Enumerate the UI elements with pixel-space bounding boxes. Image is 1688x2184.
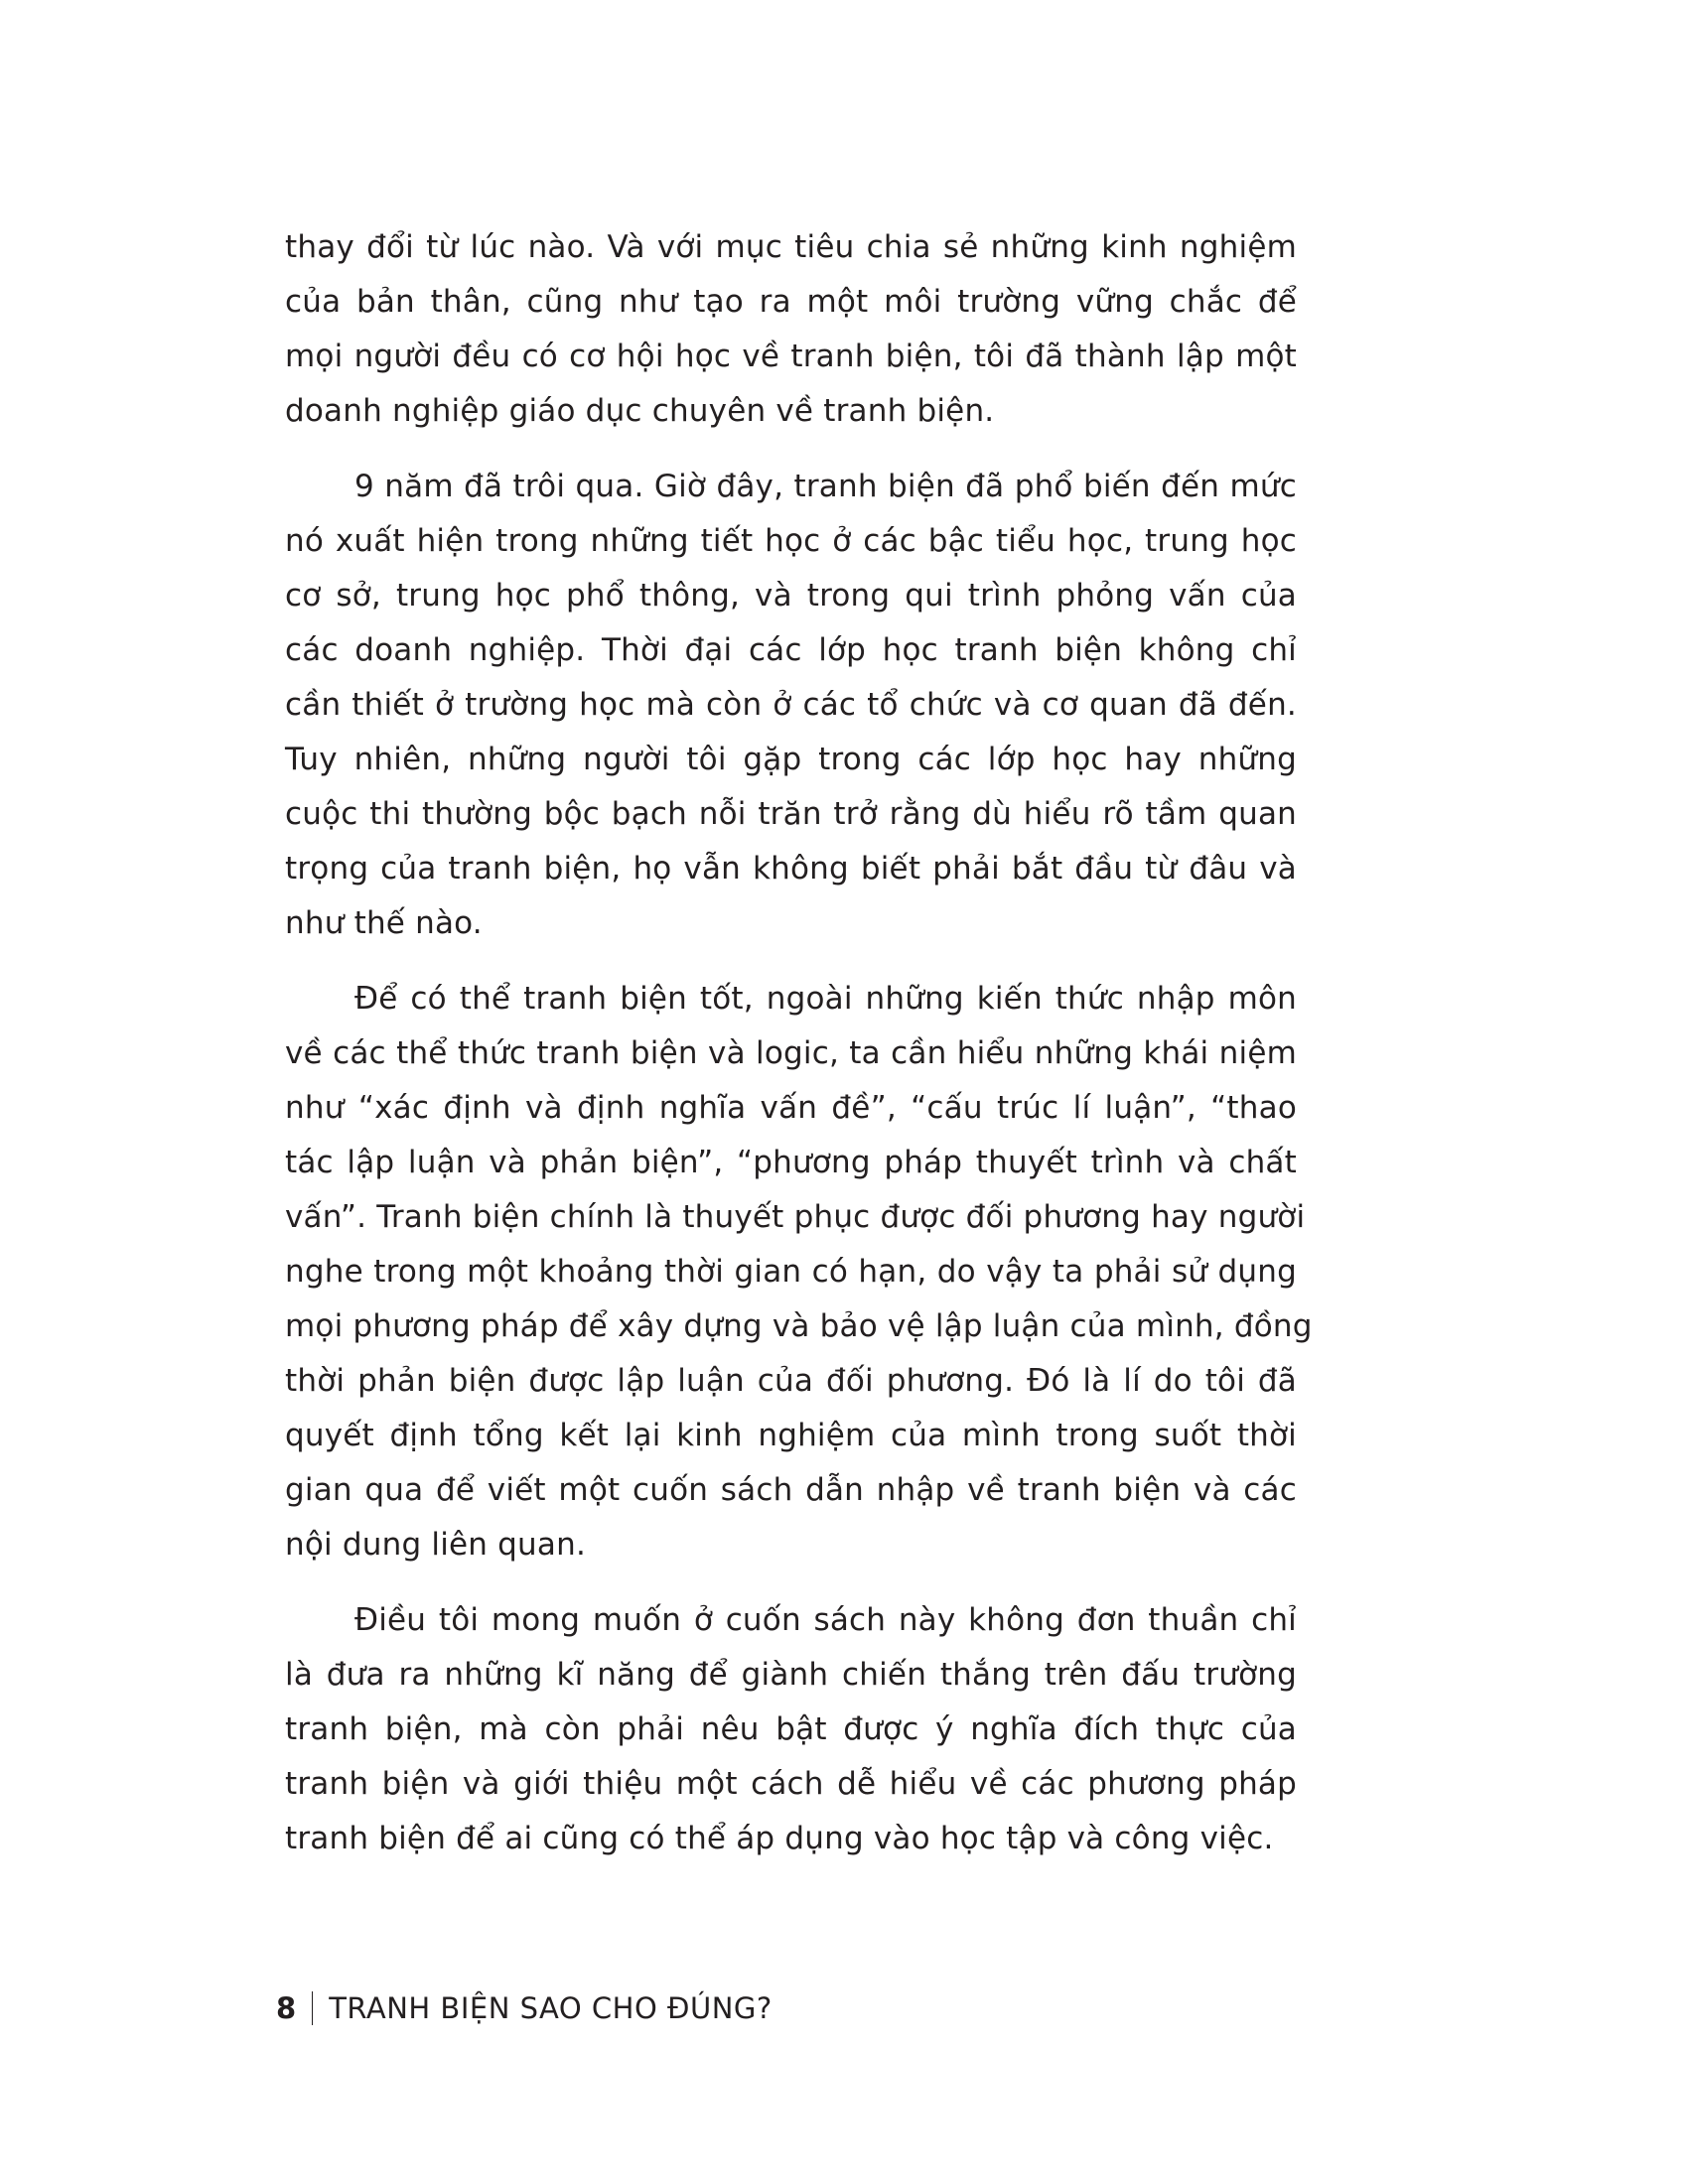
text-line: là đưa ra những kĩ năng để giành chiến thắng trên đấu trường: [285, 1657, 1297, 1693]
text-line: Tuy nhiên, những người tôi gặp trong các lớp học hay những: [285, 742, 1297, 777]
text-line: thời phản biện được lập luận của đối phương. Đó là lí do tôi đã: [285, 1363, 1297, 1399]
text-line: 9 năm đã trôi qua. Giờ đây, tranh biện đã phổ biến đến mức: [354, 469, 1297, 504]
text-line: cơ sở, trung học phổ thông, và trong qui trình phỏng vấn của: [285, 578, 1297, 614]
text-line: quyết định tổng kết lại kinh nghiệm của mình trong suốt thời: [285, 1418, 1297, 1453]
text-line: như thế nào.: [285, 905, 483, 941]
text-line: gian qua để viết một cuốn sách dẫn nhập về tranh biện và các: [285, 1472, 1297, 1508]
text-line: nó xuất hiện trong những tiết học ở các bậc tiểu học, trung học: [285, 523, 1297, 559]
text-line: nghe trong một khoảng thời gian có hạn, do vậy ta phải sử dụng: [285, 1254, 1297, 1290]
text-line: cuộc thi thường bộc bạch nỗi trăn trở rằng dù hiểu rõ tầm quan: [285, 796, 1297, 832]
page-footer: [276, 1991, 773, 2025]
text-line: cần thiết ở trường học mà còn ở các tổ chức và cơ quan đã đến.: [285, 687, 1297, 723]
text-line: thay đổi từ lúc nào. Và với mục tiêu chia sẻ những kinh nghiệm: [285, 229, 1297, 265]
page-number: 8: [276, 1991, 297, 2025]
text-line: trọng của tranh biện, họ vẫn không biết phải bắt đầu từ đâu và: [285, 851, 1297, 887]
text-line: như “xác định và định nghĩa vấn đề”, “cấu trúc lí luận”, “thao: [285, 1090, 1297, 1126]
paragraph: [285, 1593, 1297, 1866]
paragraph: [285, 460, 1297, 951]
text-line: Điều tôi mong muốn ở cuốn sách này không đơn thuần chỉ: [354, 1602, 1297, 1638]
text-line: tranh biện và giới thiệu một cách dễ hiểu về các phương pháp: [285, 1766, 1297, 1802]
text-line: vấn”. Tranh biện chính là thuyết phục được đối phương hay người: [285, 1199, 1306, 1235]
text-line: về các thể thức tranh biện và logic, ta cần hiểu những khái niệm: [285, 1035, 1297, 1071]
text-line: tranh biện để ai cũng có thể áp dụng vào học tập và công việc.: [285, 1821, 1274, 1856]
text-line: của bản thân, cũng như tạo ra một môi trường vững chắc để: [285, 284, 1297, 320]
body-text: [285, 220, 1313, 1887]
text-line: Để có thể tranh biện tốt, ngoài những kiến thức nhập môn: [354, 981, 1297, 1017]
text-line: mọi phương pháp để xây dựng và bảo vệ lập luận của mình, đồng: [285, 1308, 1313, 1344]
text-line: tác lập luận và phản biện”, “phương pháp thuyết trình và chất: [285, 1145, 1297, 1180]
text-line: mọi người đều có cơ hội học về tranh biện, tôi đã thành lập một: [285, 339, 1297, 374]
footer-divider: [312, 1991, 313, 2025]
text-line: tranh biện, mà còn phải nêu bật được ý nghĩa đích thực của: [285, 1711, 1297, 1747]
running-title: TRANH BIỆN SAO CHO ĐÚNG?: [329, 1991, 773, 2025]
text-line: doanh nghiệp giáo dục chuyên về tranh biện.: [285, 393, 995, 429]
text-line: các doanh nghiệp. Thời đại các lớp học tranh biện không chỉ: [285, 632, 1297, 668]
text-line: nội dung liên quan.: [285, 1527, 587, 1563]
paragraph: [285, 220, 1297, 439]
paragraph: [285, 972, 1313, 1572]
